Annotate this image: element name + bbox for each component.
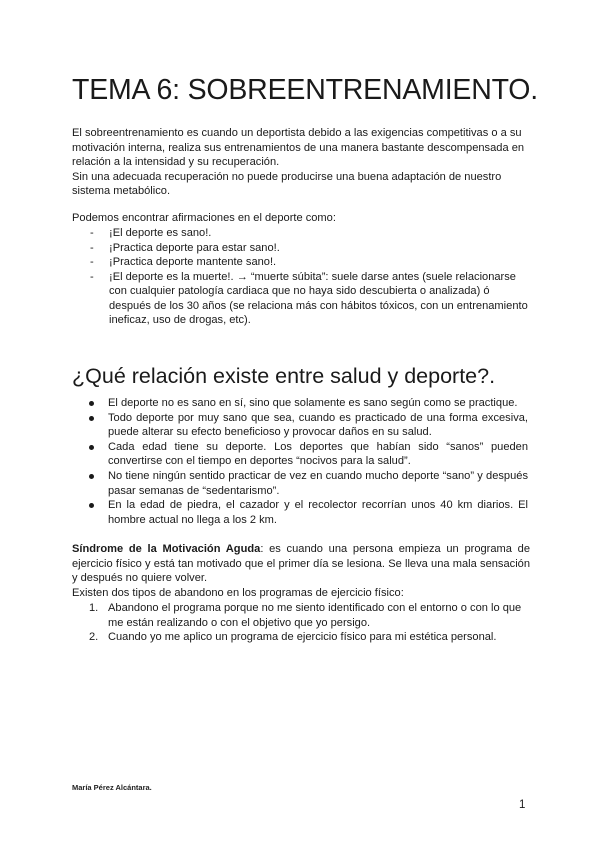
list-item-text: Todo deporte por muy sano que sea, cuando es practicado de una forma excesiva, puede alterar su efecto beneficioso y provocar daños en su salud. xyxy=(108,411,528,439)
syndrome-paragraph xyxy=(72,542,530,586)
affirmations-intro: Podemos encontrar afirmaciones en el deporte como: xyxy=(72,212,336,224)
list-item-text: En la edad de piedra, el cazador y el recolector recorrían unos 40 km diarios. El hombre actual no llega a los 2 km. xyxy=(108,499,528,526)
health-points-list xyxy=(72,396,528,527)
dash-marker: - xyxy=(90,227,94,239)
abandon-intro: Existen dos tipos de abandono en los programas de ejercicio físico: xyxy=(72,587,404,599)
list-item-text: Cada edad tiene su deporte. Los deportes que habían sido “sanos” pueden convertirse con el tiempo en deportes “nocivos para la salud”. xyxy=(108,440,528,468)
page-title: TEMA 6: SOBREENTRENAMIENTO. xyxy=(72,74,538,106)
list-item xyxy=(72,255,534,270)
section-heading: ¿Qué relación existe entre salud y deporte?. xyxy=(72,364,496,388)
bullet-icon xyxy=(89,445,94,450)
list-item xyxy=(72,411,528,440)
bullet-icon xyxy=(89,416,94,421)
list-item xyxy=(72,241,534,256)
intro-text-1: El sobreentrenamiento es cuando un deportista debido a las exigencias competitivas o a su motivación interna, realiza sus entrenamientos de una manera bastante descompensada en relación a la intensidad y su recuperación. xyxy=(72,127,525,168)
list-item xyxy=(72,469,528,498)
list-item xyxy=(72,601,534,630)
page-number: 1 xyxy=(519,799,526,811)
list-item-text: Abandono el programa porque no me siento identificado con el entorno o con lo que me están realizando o con el objetivo que yo persigo. xyxy=(108,602,522,629)
syndrome-text: : es cuando una persona empieza un programa de ejercicio físico y está tan motivado que el primer día se lesiona. Se lleva una mala sensación y después no quiere volver. xyxy=(72,543,531,584)
dash-marker: - xyxy=(90,256,94,268)
intro-text-2: Sin una adecuada recuperación no puede producirse una buena adaptación de nuestro sistema metabólico. xyxy=(72,170,502,197)
dash-marker: - xyxy=(90,241,94,254)
list-item-text: El deporte no es sano en sí, sino que solamente es sano según como se practique. xyxy=(108,397,518,409)
list-item-text: No tiene ningún sentido practicar de vez en cuando mucho deporte “sano” y después pasar semanas de “sedentarismo”. xyxy=(108,469,528,497)
intro-paragraph xyxy=(72,126,534,199)
affirmations-list xyxy=(72,226,534,328)
bullet-icon xyxy=(89,474,94,479)
list-item-text: ¡El deporte es sano!. xyxy=(109,227,212,239)
list-item xyxy=(72,396,528,411)
list-item xyxy=(72,440,528,469)
bullet-icon xyxy=(89,503,94,508)
list-number: 1. xyxy=(89,602,99,614)
list-item xyxy=(72,630,534,645)
list-item xyxy=(72,270,534,328)
list-item-text: ¡Practica deporte para estar sano!. xyxy=(109,241,280,254)
list-item-text: Cuando yo me aplico un programa de ejercicio físico para mi estética personal. xyxy=(108,631,497,644)
syndrome-term: Síndrome de la Motivación Aguda xyxy=(72,543,261,555)
bullet-icon xyxy=(89,401,94,406)
list-number: 2. xyxy=(89,631,99,644)
abandon-types-list xyxy=(72,601,534,645)
list-item xyxy=(72,498,528,527)
list-item xyxy=(72,226,534,241)
dash-marker: - xyxy=(90,270,94,283)
list-item-text: ¡Practica deporte mantente sano!. xyxy=(109,256,277,268)
footer-author: María Pérez Alcántara. xyxy=(72,783,152,792)
list-item-text: ¡El deporte es la muerte!. → “muerte súbita”: suele darse antes (suele relacionarse con cualquier patología cardiaca que no haya sido descubierta o analizada) ó después de los 30 años (se relaciona más con hábitos tóxicos, con un entrenamiento ineficaz, uso de drogas, etc). xyxy=(109,270,528,326)
